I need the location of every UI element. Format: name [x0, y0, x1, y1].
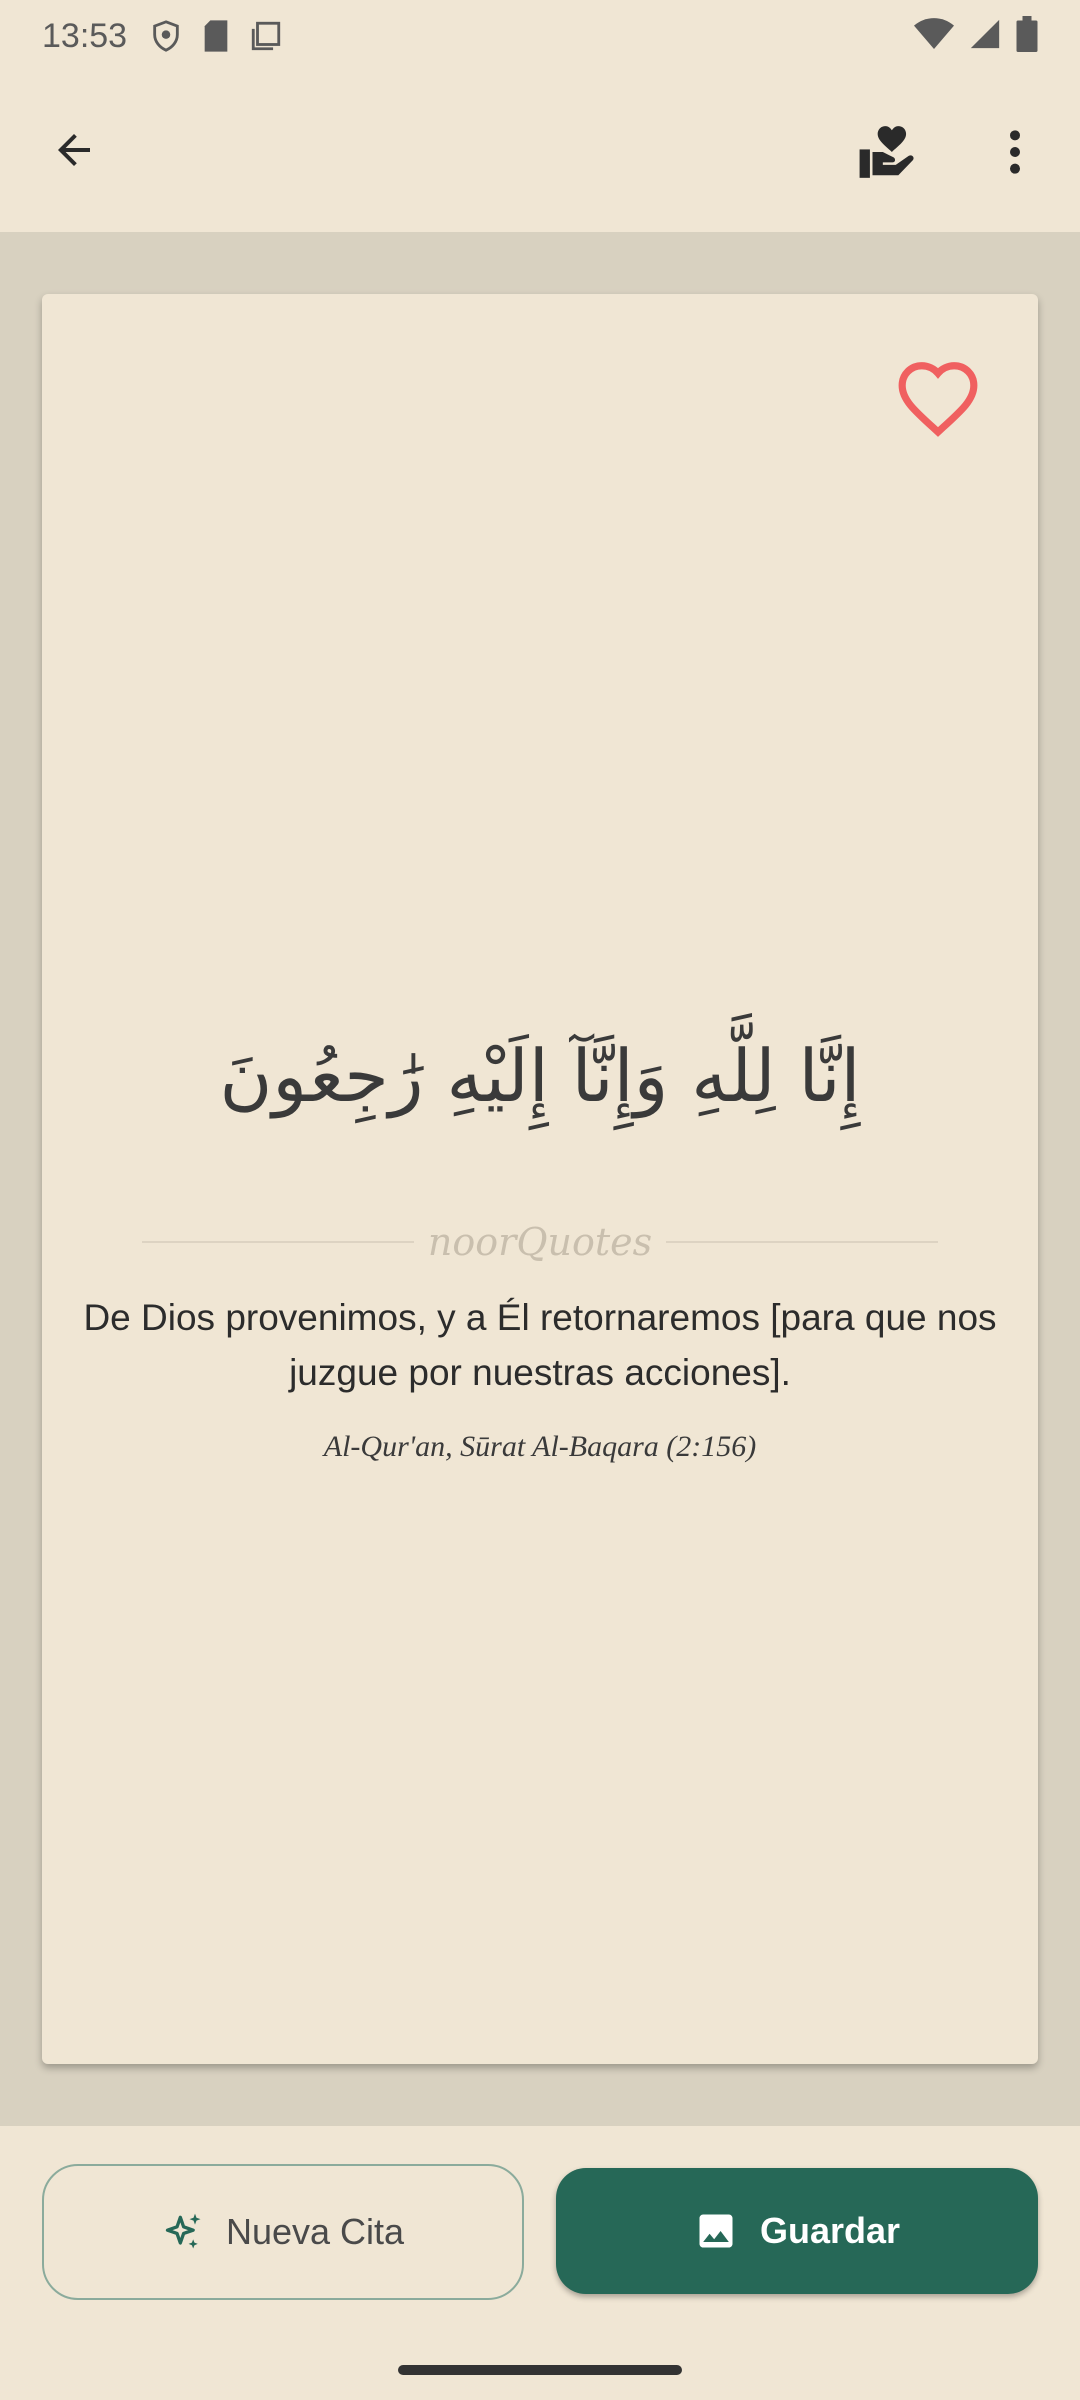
sparkles-icon: [162, 2210, 206, 2254]
sd-card-icon: [201, 19, 231, 53]
image-icon: [694, 2209, 738, 2253]
app-bar: [0, 72, 1080, 232]
new-quote-label: Nueva Cita: [225, 2211, 405, 2252]
back-button[interactable]: [38, 114, 110, 186]
heart-outline-icon: [895, 358, 981, 438]
more-vertical-icon: [1007, 127, 1023, 177]
favorite-button[interactable]: [888, 348, 988, 448]
status-right-icons: [914, 16, 1038, 56]
copy-icon: [249, 19, 283, 53]
content-area: [0, 232, 1080, 2126]
verse-reference: Al-Qur'an, Sūrat Al-Baqara (2:156): [323, 1430, 757, 1463]
arrow-back-icon: [50, 126, 98, 174]
home-indicator[interactable]: [398, 2365, 682, 2375]
brand-watermark: noorQuotes: [427, 1220, 653, 1264]
divider-line-left: [142, 1241, 414, 1243]
arabic-verse: إِنَّا لِلَّهِ وَإِنَّآ إِلَيْهِ رَٰجِعُونَ: [219, 1034, 861, 1118]
save-button[interactable]: [556, 2168, 1038, 2294]
divider-line-right: [666, 1241, 938, 1243]
donate-button[interactable]: [848, 112, 928, 192]
quote-card: [42, 294, 1038, 2064]
brand-divider: [142, 1222, 938, 1262]
save-label: Guardar: [759, 2210, 901, 2251]
signal-icon: [968, 17, 1002, 55]
battery-icon: [1016, 16, 1038, 56]
more-options-button[interactable]: [990, 112, 1040, 192]
bottom-action-bar: [0, 2126, 1080, 2400]
hand-heart-icon: [857, 121, 919, 183]
wifi-icon: [914, 17, 954, 55]
new-quote-button[interactable]: [42, 2164, 524, 2300]
status-time: 13:53: [42, 16, 128, 55]
status-bar: [0, 0, 1080, 72]
verse-translation: De Dios provenimos, y a Él retornaremos [para que nos juzgue por nuestras acciones].: [83, 1297, 997, 1393]
shield-icon: [149, 19, 183, 53]
